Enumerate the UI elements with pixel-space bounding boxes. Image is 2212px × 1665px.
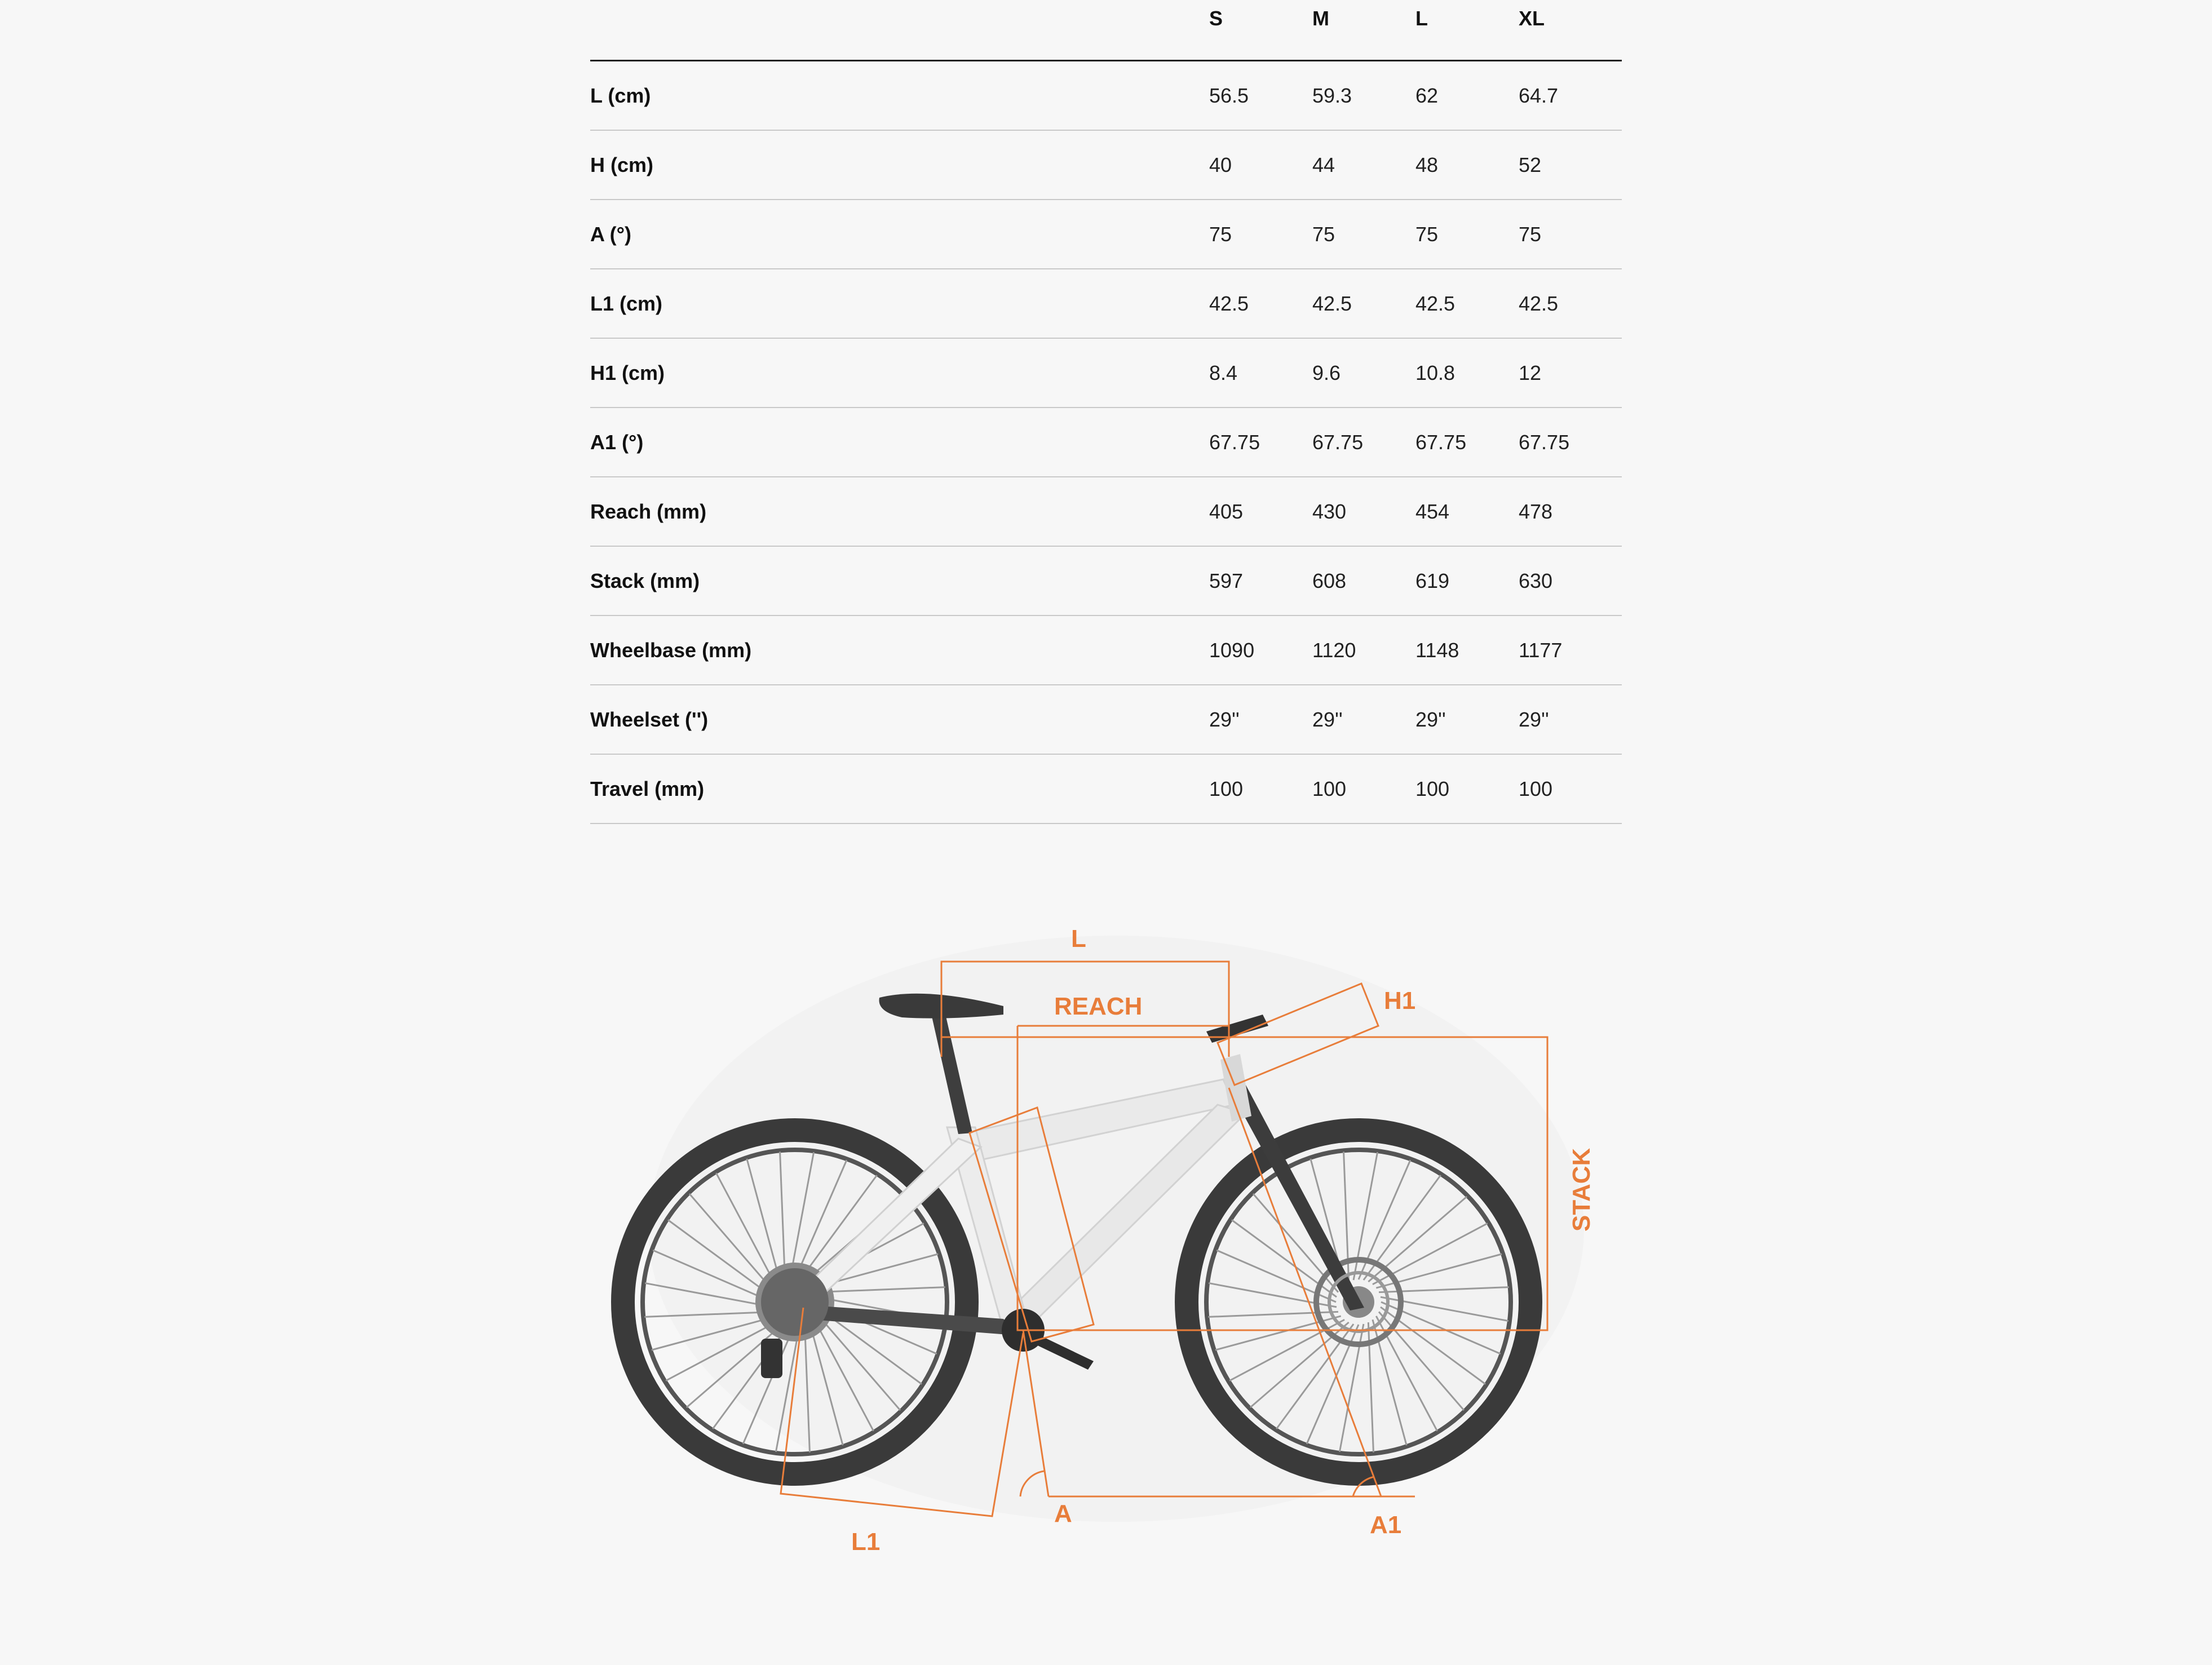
table-row xyxy=(590,408,1622,477)
cell-value: 405 xyxy=(1209,477,1312,546)
header-cell-size-xl: XL xyxy=(1519,0,1622,61)
table-row xyxy=(590,477,1622,546)
cell-value: 67.75 xyxy=(1209,408,1312,477)
dim-label-reach: REACH xyxy=(1054,993,1143,1020)
table-header-row xyxy=(590,0,1622,61)
dim-label-h1: H1 xyxy=(1384,987,1416,1015)
cell-value: 29'' xyxy=(1415,685,1519,754)
row-label: L (cm) xyxy=(590,61,1209,131)
derailleur xyxy=(761,1339,782,1378)
cell-value: 48 xyxy=(1415,130,1519,200)
cell-value: 75 xyxy=(1519,200,1622,269)
cell-value: 42.5 xyxy=(1312,269,1415,338)
cell-value: 67.75 xyxy=(1519,408,1622,477)
row-label: Wheelbase (mm) xyxy=(590,615,1209,685)
cell-value: 1120 xyxy=(1312,615,1415,685)
cell-value: 8.4 xyxy=(1209,338,1312,408)
cell-value: 597 xyxy=(1209,546,1312,615)
cell-value: 1177 xyxy=(1519,615,1622,685)
cell-value: 42.5 xyxy=(1415,269,1519,338)
header-cell-size-m: M xyxy=(1312,0,1415,61)
cell-value: 12 xyxy=(1519,338,1622,408)
table-body xyxy=(590,61,1622,824)
cell-value: 10.8 xyxy=(1415,338,1519,408)
cell-value: 100 xyxy=(1519,754,1622,823)
cell-value: 75 xyxy=(1209,200,1312,269)
cell-value: 430 xyxy=(1312,477,1415,546)
table-row xyxy=(590,269,1622,338)
cell-value: 100 xyxy=(1312,754,1415,823)
cell-value: 630 xyxy=(1519,546,1622,615)
row-label: Reach (mm) xyxy=(590,477,1209,546)
cell-value: 56.5 xyxy=(1209,61,1312,131)
cell-value: 9.6 xyxy=(1312,338,1415,408)
row-label: H (cm) xyxy=(590,130,1209,200)
row-label: Stack (mm) xyxy=(590,546,1209,615)
cell-value: 52 xyxy=(1519,130,1622,200)
cell-value: 1090 xyxy=(1209,615,1312,685)
table-row xyxy=(590,615,1622,685)
cell-value: 478 xyxy=(1519,477,1622,546)
geometry-table xyxy=(590,0,1622,824)
table-row xyxy=(590,130,1622,200)
header-cell-blank xyxy=(590,0,1209,61)
cell-value: 75 xyxy=(1415,200,1519,269)
row-label: H1 (cm) xyxy=(590,338,1209,408)
cell-value: 42.5 xyxy=(1209,269,1312,338)
cell-value: 67.75 xyxy=(1415,408,1519,477)
cell-value: 608 xyxy=(1312,546,1415,615)
cell-value: 67.75 xyxy=(1312,408,1415,477)
cell-value: 64.7 xyxy=(1519,61,1622,131)
table-row xyxy=(590,61,1622,131)
bike-geometry-diagram xyxy=(609,891,1646,1601)
header-cell-size-l: L xyxy=(1415,0,1519,61)
cell-value: 1148 xyxy=(1415,615,1519,685)
cell-value: 29'' xyxy=(1312,685,1415,754)
table-row xyxy=(590,338,1622,408)
cell-value: 75 xyxy=(1312,200,1415,269)
row-label: Wheelset ('') xyxy=(590,685,1209,754)
table-row xyxy=(590,200,1622,269)
cell-value: 59.3 xyxy=(1312,61,1415,131)
cassette xyxy=(761,1268,829,1336)
row-label: Travel (mm) xyxy=(590,754,1209,823)
cell-value: 619 xyxy=(1415,546,1519,615)
dim-label-stack: STACK xyxy=(1568,1148,1595,1232)
cell-value: 62 xyxy=(1415,61,1519,131)
cell-value: 100 xyxy=(1209,754,1312,823)
table-row xyxy=(590,685,1622,754)
table-row xyxy=(590,546,1622,615)
row-label: A1 (°) xyxy=(590,408,1209,477)
row-label: L1 (cm) xyxy=(590,269,1209,338)
cell-value: 42.5 xyxy=(1519,269,1622,338)
cell-value: 100 xyxy=(1415,754,1519,823)
dim-label-a1: A1 xyxy=(1370,1511,1402,1539)
cell-value: 454 xyxy=(1415,477,1519,546)
bike-illustration xyxy=(609,891,1646,1601)
dim-label-a: A xyxy=(1054,1500,1072,1527)
dim-label-l1: L1 xyxy=(851,1528,881,1556)
cell-value: 29'' xyxy=(1209,685,1312,754)
dim-label-l: L xyxy=(1071,925,1086,953)
cell-value: 40 xyxy=(1209,130,1312,200)
cell-value: 44 xyxy=(1312,130,1415,200)
table-row xyxy=(590,754,1622,823)
header-cell-size-s: S xyxy=(1209,0,1312,61)
cell-value: 29'' xyxy=(1519,685,1622,754)
row-label: A (°) xyxy=(590,200,1209,269)
